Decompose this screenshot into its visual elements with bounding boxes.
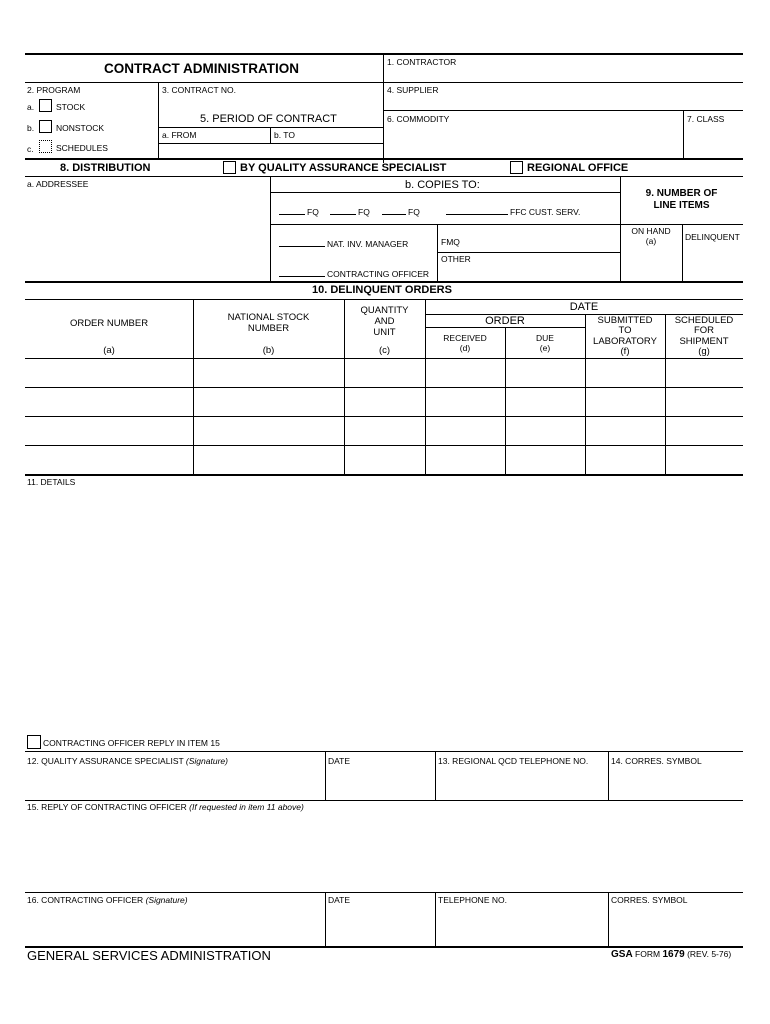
agency-name: GENERAL SERVICES ADMINISTRATION [27, 948, 271, 963]
form-number [611, 950, 731, 960]
program-stock-checkbox[interactable] [39, 99, 52, 112]
col-label: NUMBER [247, 322, 290, 334]
on-hand-label: ON HAND [631, 226, 671, 236]
reply-15-text: 15. REPLY OF CONTRACTING OFFICER [27, 802, 187, 812]
form-num: 1679 [662, 949, 685, 960]
reply-15-label [27, 803, 304, 812]
reply-area[interactable] [25, 815, 743, 890]
col-label: LABORATORY [593, 335, 657, 347]
nat-inv-entry[interactable] [279, 238, 408, 249]
fq-entry-3[interactable] [382, 206, 420, 217]
line-items-title [620, 188, 743, 211]
qas-signature-label [27, 757, 228, 766]
fq-label: FQ [408, 207, 420, 217]
col-label: AND [374, 315, 395, 327]
line-items-title-l1: 9. NUMBER OF [645, 188, 718, 199]
col-order-number [25, 319, 193, 330]
col-quantity-unit [344, 306, 425, 339]
ffc-label: FFC CUST. SERV. [510, 207, 581, 217]
distribution-title: 8. DISTRIBUTION [60, 162, 151, 174]
contracting-officer-entry[interactable] [279, 268, 429, 279]
col-letter: (d) [459, 342, 471, 353]
ffc-entry[interactable] [446, 206, 580, 217]
reply-15-note: (If requested in item 11 above) [189, 802, 304, 812]
col-label: SCHEDULED [674, 315, 734, 326]
col-label: FOR [693, 325, 715, 337]
fq-label: FQ [358, 207, 370, 217]
fq-entry-1[interactable] [279, 206, 319, 217]
col-label: DUE [536, 333, 554, 343]
date-label: DATE [328, 895, 351, 905]
program-schedules-letter: c. [27, 144, 34, 154]
delinquent-row-3[interactable] [25, 417, 743, 445]
regional-office-checkbox[interactable] [510, 161, 523, 174]
col-letter: (e) [539, 342, 551, 353]
form-label: FORM [635, 949, 661, 959]
corres-symbol-label: CORRES. SYMBOL [611, 895, 688, 905]
fq-entry-2[interactable] [330, 206, 370, 217]
contract-no-label: 3. CONTRACT NO. [162, 85, 236, 95]
delinquent-row-1[interactable] [25, 359, 743, 387]
delinquent-label: DELINQUENT [685, 232, 740, 242]
rev-label: (REV. 5-76) [687, 949, 732, 959]
corres-symbol-label: 14. CORRES. SYMBOL [611, 756, 702, 766]
gsa-label: GSA [611, 949, 633, 960]
line-items-title-l2: LINE ITEMS [653, 199, 710, 211]
delinquent-row-2[interactable] [25, 388, 743, 416]
program-label: 2. PROGRAM [27, 85, 81, 95]
order-header: ORDER [485, 315, 525, 327]
program-stock-letter: a. [27, 102, 35, 112]
other-label: OTHER [441, 254, 471, 264]
col-letter: (c) [378, 345, 391, 356]
telephone-label: TELEPHONE NO. [438, 895, 507, 905]
co-sig-text: 16. CONTRACTING OFFICER [27, 895, 144, 905]
signature-note: (Signature) [145, 895, 188, 905]
qas-checkbox[interactable] [223, 161, 236, 174]
qas-label: BY QUALITY ASSURANCE SPECIALIST [240, 162, 447, 174]
program-nonstock-label: NONSTOCK [56, 123, 105, 133]
col-label: SHIPMENT [679, 335, 729, 347]
delinquent-title: 10. DELINQUENT ORDERS [312, 284, 452, 296]
col-label: NATIONAL STOCK [227, 312, 310, 323]
period-from-label: a. FROM [162, 130, 197, 140]
date-header: DATE [569, 301, 599, 313]
regional-phone-label: 13. REGIONAL QCD TELEPHONE NO. [438, 756, 589, 766]
on-hand-letter: (a) [645, 235, 657, 246]
col-letter: (f) [620, 346, 630, 358]
contractor-label: 1. CONTRACTOR [387, 57, 457, 67]
commodity-label: 6. COMMODITY [387, 114, 450, 124]
col-label: SUBMITTED [597, 315, 653, 326]
details-label: 11. DETAILS [27, 477, 76, 487]
date-label: DATE [328, 756, 351, 766]
class-label: 7. CLASS [687, 114, 725, 124]
qas-sig-text: 12. QUALITY ASSURANCE SPECIALIST [27, 756, 184, 766]
co-signature-label [27, 896, 188, 905]
program-stock-label: STOCK [56, 102, 86, 112]
copies-to-label: b. COPIES TO: [405, 179, 480, 191]
reply-check-label: CONTRACTING OFFICER REPLY IN ITEM 15 [43, 738, 220, 748]
col-label: TO [618, 325, 632, 337]
col-due [505, 334, 585, 354]
col-label: QUANTITY [360, 305, 409, 316]
on-hand-header [620, 227, 682, 247]
program-schedules-checkbox[interactable] [39, 140, 52, 153]
col-label: ORDER NUMBER [69, 318, 149, 329]
contracting-officer-label: CONTRACTING OFFICER [327, 269, 429, 279]
nat-inv-label: NAT. INV. MANAGER [327, 239, 409, 249]
col-letter: (b) [262, 345, 275, 356]
period-to-label: b. TO [274, 130, 295, 140]
signature-note: (Signature) [185, 756, 228, 766]
program-nonstock-checkbox[interactable] [39, 120, 52, 133]
col-letter: (a) [103, 345, 115, 356]
addressee-label: a. ADDRESSEE [27, 179, 89, 189]
period-label: 5. PERIOD OF CONTRACT [200, 113, 337, 125]
col-letter: (g) [698, 346, 710, 358]
fmq-label: FMQ [441, 237, 460, 247]
regional-office-label: REGIONAL OFFICE [527, 162, 629, 174]
fq-label: FQ [307, 207, 319, 217]
reply-checkbox[interactable] [27, 735, 41, 749]
program-nonstock-letter: b. [27, 123, 35, 133]
col-received [425, 334, 505, 354]
col-submitted-to-lab [585, 316, 665, 358]
col-label: RECEIVED [443, 333, 487, 343]
delinquent-row-4[interactable] [25, 446, 743, 474]
supplier-label: 4. SUPPLIER [387, 85, 439, 95]
program-schedules-label: SCHEDULES [56, 143, 108, 153]
col-label: UNIT [373, 326, 396, 338]
col-national-stock-number [193, 313, 344, 335]
col-scheduled-for-shipment [665, 316, 743, 358]
form-title: CONTRACT ADMINISTRATION [104, 61, 299, 76]
details-area[interactable] [25, 490, 743, 730]
